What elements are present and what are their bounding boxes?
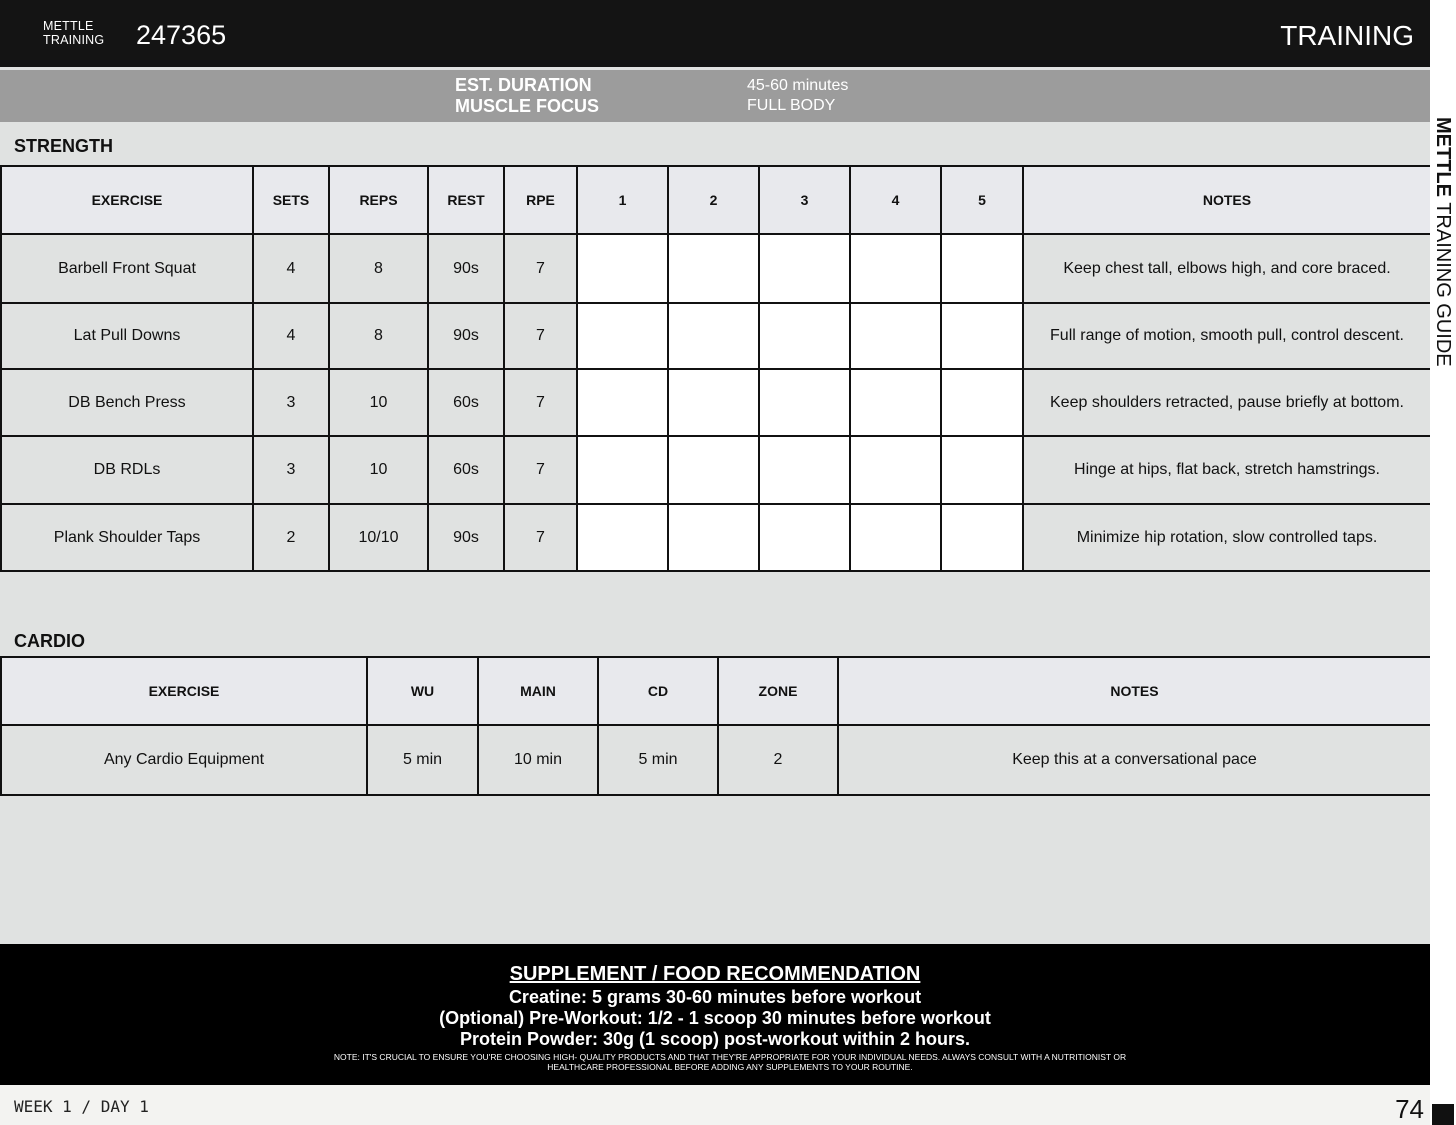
col-set-2: 2 xyxy=(668,166,759,234)
col-exercise: EXERCISE xyxy=(1,166,253,234)
col-set-5: 5 xyxy=(941,166,1023,234)
rpe-cell: 7 xyxy=(504,436,577,504)
brand-logo xyxy=(43,19,104,47)
col-main: MAIN xyxy=(478,657,598,725)
log-cell[interactable] xyxy=(759,436,850,504)
rest-cell: 90s xyxy=(428,303,504,369)
cardio-table xyxy=(0,656,1432,796)
brand-line-1: METTLE xyxy=(43,19,94,33)
table-row xyxy=(1,504,1431,571)
notes-cell: Keep chest tall, elbows high, and core braced. xyxy=(1023,234,1431,303)
log-cell[interactable] xyxy=(850,504,941,571)
log-cell[interactable] xyxy=(941,369,1023,436)
col-rpe: RPE xyxy=(504,166,577,234)
rest-cell: 60s xyxy=(428,369,504,436)
zone-cell: 2 xyxy=(718,725,838,795)
log-cell[interactable] xyxy=(759,369,850,436)
page-header xyxy=(0,0,1430,67)
log-cell[interactable] xyxy=(668,303,759,369)
reps-cell: 10 xyxy=(329,369,428,436)
log-cell[interactable] xyxy=(759,234,850,303)
log-cell[interactable] xyxy=(668,369,759,436)
col-set-3: 3 xyxy=(759,166,850,234)
program-code: 247365 xyxy=(136,20,227,50)
log-cell[interactable] xyxy=(850,369,941,436)
col-reps: REPS xyxy=(329,166,428,234)
log-cell[interactable] xyxy=(577,303,668,369)
col-exercise: EXERCISE xyxy=(1,657,367,725)
rest-cell: 90s xyxy=(428,504,504,571)
brand-line-2: TRAINING xyxy=(43,33,105,47)
col-notes: NOTES xyxy=(1023,166,1431,234)
sets-cell: 4 xyxy=(253,234,329,303)
session-info-band xyxy=(0,70,1430,122)
side-title-bold: METTLE xyxy=(1432,117,1454,197)
supplement-recommendation xyxy=(0,944,1430,1085)
reps-cell: 10 xyxy=(329,436,428,504)
rest-cell: 90s xyxy=(428,234,504,303)
supplement-line-creatine: Creatine: 5 grams 30-60 minutes before workout xyxy=(508,987,922,1007)
focus-label: MUSCLE FOCUS xyxy=(455,96,599,116)
rpe-cell: 7 xyxy=(504,369,577,436)
table-row xyxy=(1,303,1431,369)
rpe-cell: 7 xyxy=(504,504,577,571)
sets-cell: 3 xyxy=(253,369,329,436)
supplement-line-preworkout: (Optional) Pre-Workout: 1/2 - 1 scoop 30 minutes before workout xyxy=(439,1008,991,1028)
cardio-header-row xyxy=(1,657,1431,725)
notes-cell: Keep shoulders retracted, pause briefly at bottom. xyxy=(1023,369,1431,436)
page-footer xyxy=(0,1085,1430,1125)
notes-cell: Full range of motion, smooth pull, control descent. xyxy=(1023,303,1431,369)
side-title-rest: TRAINING GUIDE xyxy=(1432,197,1454,367)
warmup-cell: 5 min xyxy=(367,725,478,795)
col-zone: ZONE xyxy=(718,657,838,725)
supplement-disclaimer: NOTE: IT'S CRUCIAL TO ENSURE YOU'RE CHOOSING HIGH- QUALITY PRODUCTS AND THAT THEY'RE APPROPRIATE FOR YOUR INDIVIDUAL NEEDS. ALWAYS CONSULT WITH A NUTRITIONIST OR HEALTHCARE PROFESSIONAL BEFORE ADDING ANY SUPPLEMENTS TO YOUR ROUTINE. xyxy=(333,1052,1127,1072)
table-row xyxy=(1,436,1431,504)
col-set-1: 1 xyxy=(577,166,668,234)
log-cell[interactable] xyxy=(759,504,850,571)
table-row xyxy=(1,725,1431,795)
strength-heading: STRENGTH xyxy=(14,136,113,156)
log-cell[interactable] xyxy=(850,303,941,369)
log-cell[interactable] xyxy=(577,504,668,571)
strength-header-row xyxy=(1,166,1431,234)
cardio-heading: CARDIO xyxy=(14,631,85,651)
log-cell[interactable] xyxy=(941,504,1023,571)
sets-cell: 4 xyxy=(253,303,329,369)
sets-cell: 3 xyxy=(253,436,329,504)
week-day-label: WEEK 1 / DAY 1 xyxy=(14,1097,149,1116)
log-cell[interactable] xyxy=(941,303,1023,369)
notes-cell: Hinge at hips, flat back, stretch hamstrings. xyxy=(1023,436,1431,504)
supplement-line-protein: Protein Powder: 30g (1 scoop) post-workout within 2 hours. xyxy=(459,1029,971,1049)
log-cell[interactable] xyxy=(577,369,668,436)
focus-value: FULL BODY xyxy=(747,97,836,114)
log-cell[interactable] xyxy=(941,234,1023,303)
notes-cell: Keep this at a conversational pace xyxy=(838,725,1431,795)
side-guide-title xyxy=(1431,117,1455,387)
table-row xyxy=(1,369,1431,436)
exercise-cell: Any Cardio Equipment xyxy=(1,725,367,795)
cooldown-cell: 5 min xyxy=(598,725,718,795)
exercise-cell: Plank Shoulder Taps xyxy=(1,504,253,571)
rpe-cell: 7 xyxy=(504,234,577,303)
duration-value: 45-60 minutes xyxy=(747,77,849,94)
reps-cell: 8 xyxy=(329,303,428,369)
reps-cell: 10/10 xyxy=(329,504,428,571)
col-warmup: WU xyxy=(367,657,478,725)
section-title: TRAINING xyxy=(1280,20,1414,51)
col-notes: NOTES xyxy=(838,657,1431,725)
log-cell[interactable] xyxy=(577,436,668,504)
table-row xyxy=(1,234,1431,303)
col-set-4: 4 xyxy=(850,166,941,234)
supplement-title: SUPPLEMENT / FOOD RECOMMENDATION xyxy=(509,963,921,985)
duration-label: EST. DURATION xyxy=(455,75,592,95)
exercise-cell: DB RDLs xyxy=(1,436,253,504)
log-cell[interactable] xyxy=(668,234,759,303)
log-cell[interactable] xyxy=(941,436,1023,504)
col-sets: SETS xyxy=(253,166,329,234)
log-cell[interactable] xyxy=(668,504,759,571)
exercise-cell: DB Bench Press xyxy=(1,369,253,436)
sets-cell: 2 xyxy=(253,504,329,571)
exercise-cell: Barbell Front Squat xyxy=(1,234,253,303)
page-number: 74 xyxy=(1395,1094,1424,1124)
rpe-cell: 7 xyxy=(504,303,577,369)
rest-cell: 60s xyxy=(428,436,504,504)
log-cell[interactable] xyxy=(759,303,850,369)
log-cell[interactable] xyxy=(850,234,941,303)
strength-table xyxy=(0,165,1432,572)
log-cell[interactable] xyxy=(850,436,941,504)
log-cell[interactable] xyxy=(668,436,759,504)
main-cell: 10 min xyxy=(478,725,598,795)
exercise-cell: Lat Pull Downs xyxy=(1,303,253,369)
col-cooldown: CD xyxy=(598,657,718,725)
log-cell[interactable] xyxy=(577,234,668,303)
corner-tab xyxy=(1432,1104,1454,1125)
reps-cell: 8 xyxy=(329,234,428,303)
notes-cell: Minimize hip rotation, slow controlled taps. xyxy=(1023,504,1431,571)
col-rest: REST xyxy=(428,166,504,234)
